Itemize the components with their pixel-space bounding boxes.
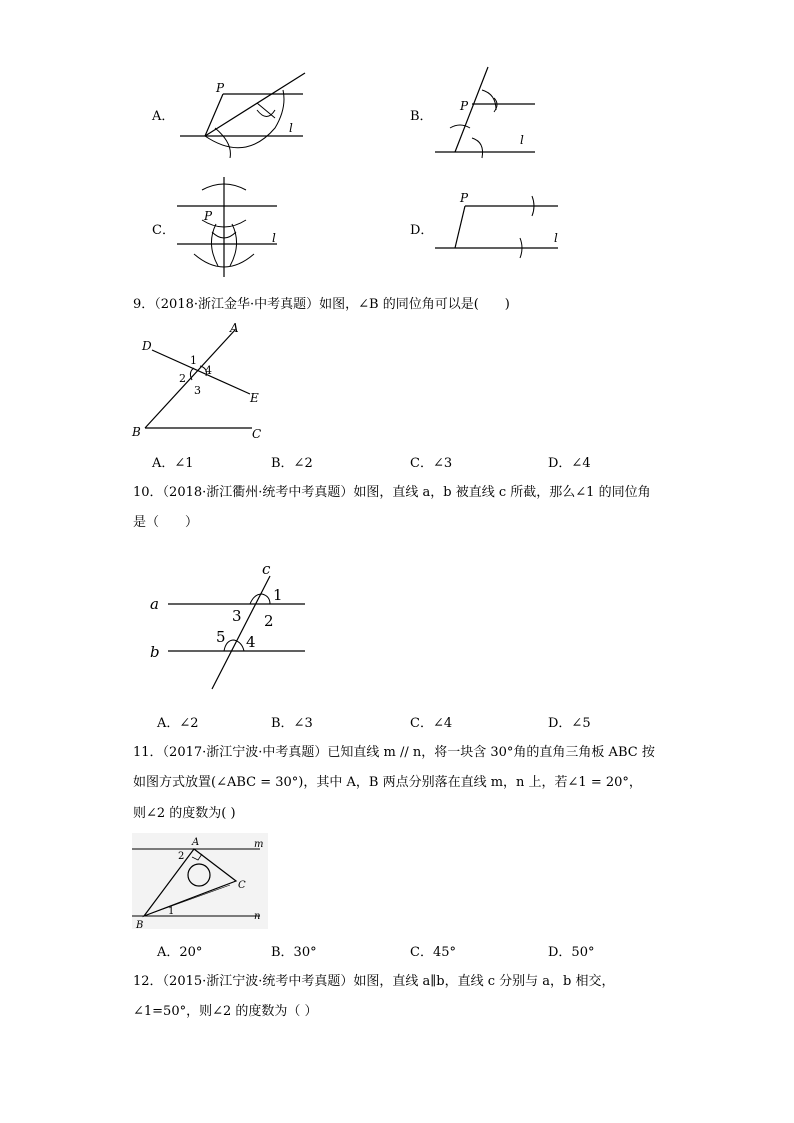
q10-angle-5: 5 bbox=[216, 628, 226, 646]
q11-angle-2: 2 bbox=[178, 851, 185, 862]
q8c-label-p: P bbox=[204, 209, 213, 223]
q9-label-b: B bbox=[132, 425, 141, 439]
q10-label-a: a bbox=[150, 595, 159, 613]
q8-option-b-label: B． bbox=[410, 109, 433, 124]
q8d-label-p: P bbox=[460, 191, 469, 205]
q11-label-a: A bbox=[192, 837, 200, 848]
q11-label-b: B bbox=[136, 920, 144, 929]
q8-figure-b bbox=[430, 62, 545, 162]
q8-figure-a bbox=[175, 68, 315, 158]
q10-stem-line1: 10．（2018·浙江衢州·统考中考真题）如图，直线 a，b 被直线 c 所截，那么∠1 的同位角 bbox=[133, 485, 651, 500]
q10-angle-2: 2 bbox=[264, 612, 274, 630]
q9-stem: 9．（2018·浙江金华·中考真题）如图，∠B 的同位角可以是( ) bbox=[133, 297, 510, 312]
q9-label-e: E bbox=[250, 391, 259, 405]
q9-option-a[interactable]: A．∠1 bbox=[152, 456, 194, 471]
q11-label-n: n bbox=[254, 911, 261, 922]
q9-angle-3: 3 bbox=[194, 384, 201, 397]
q12-stem-line2: ∠1=50°，则∠2 的度数为（ ） bbox=[133, 1004, 318, 1019]
q10-figure bbox=[140, 558, 315, 693]
q11-figure bbox=[132, 833, 268, 929]
q8-figure-d bbox=[430, 190, 565, 265]
q9-label-a: A bbox=[230, 321, 239, 335]
q8-option-a-label: A． bbox=[152, 109, 175, 124]
q10-angle-1: 1 bbox=[273, 586, 283, 604]
q10-option-c[interactable]: C．∠4 bbox=[410, 716, 453, 731]
q8a-label-l: l bbox=[289, 121, 293, 135]
q8-option-d-label: D． bbox=[410, 223, 434, 238]
q10-label-c: c bbox=[262, 560, 271, 578]
q10-angle-3: 3 bbox=[232, 607, 242, 625]
q10-stem-line2: 是（ ） bbox=[133, 515, 199, 530]
q9-option-b[interactable]: B．∠2 bbox=[271, 456, 313, 471]
q11-label-m: m bbox=[254, 839, 264, 850]
q9-label-c: C bbox=[252, 427, 262, 441]
q8-option-c-label: C． bbox=[152, 223, 175, 238]
q8c-label-l: l bbox=[272, 231, 276, 245]
q11-option-b[interactable]: B．30° bbox=[271, 945, 317, 960]
q8-figure-c bbox=[172, 172, 287, 282]
q9-angle-4: 4 bbox=[205, 364, 212, 377]
q10-label-b: b bbox=[150, 643, 160, 661]
q11-label-c: C bbox=[238, 880, 246, 891]
q9-figure bbox=[130, 318, 280, 444]
q9-label-d: D bbox=[142, 339, 152, 353]
q10-option-b[interactable]: B．∠3 bbox=[271, 716, 313, 731]
q11-stem-line3: 则∠2 的度数为( ) bbox=[133, 806, 236, 821]
q8b-label-l: l bbox=[520, 133, 524, 147]
q10-option-a[interactable]: A．∠2 bbox=[157, 716, 199, 731]
q9-angle-1: 1 bbox=[190, 354, 197, 367]
q9-option-c[interactable]: C．∠3 bbox=[410, 456, 453, 471]
q8b-label-p: P bbox=[460, 99, 469, 113]
q11-angle-1: 1 bbox=[168, 906, 175, 917]
q11-stem-line2: 如图方式放置(∠ABC = 30°)，其中 A，B 两点分别落在直线 m，n 上，若∠1 = 20°， bbox=[133, 775, 642, 790]
q9-option-d[interactable]: D．∠4 bbox=[548, 456, 591, 471]
q9-angle-2: 2 bbox=[179, 372, 186, 385]
q10-option-d[interactable]: D．∠5 bbox=[548, 716, 591, 731]
q11-option-a[interactable]: A．20° bbox=[157, 945, 203, 960]
q11-option-c[interactable]: C．45° bbox=[410, 945, 456, 960]
q10-angle-4: 4 bbox=[246, 633, 256, 651]
q8a-label-p: P bbox=[216, 81, 225, 95]
q8d-label-l: l bbox=[554, 231, 558, 245]
q11-stem-line1: 11．（2017·浙江宁波·中考真题）已知直线 m // n，将一块含 30°角的直角三角板 ABC 按 bbox=[133, 745, 655, 760]
q12-stem-line1: 12．（2015·浙江宁波·统考中考真题）如图，直线 a∥b，直线 c 分别与 a，b 相交， bbox=[133, 974, 615, 989]
q11-option-d[interactable]: D．50° bbox=[548, 945, 595, 960]
